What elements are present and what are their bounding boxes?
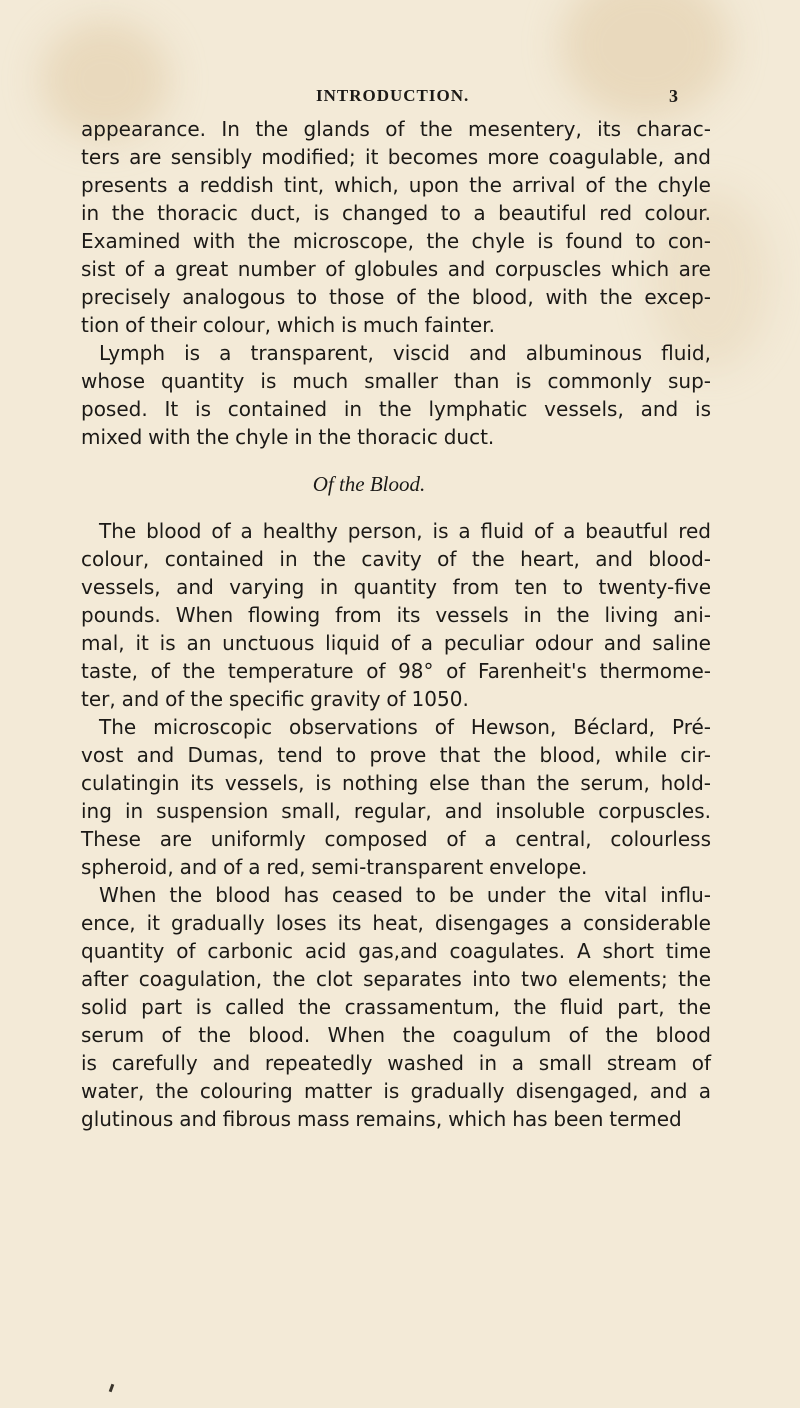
text-line: taste, of the temperature of 98° of Farenheit's thermome- <box>81 659 711 683</box>
text-line: quantity of carbonic acid gas,and coagulates. A short time <box>81 939 711 963</box>
text-line: sist of a great number of globules and corpuscles which are <box>81 257 711 281</box>
text-line: in the thoracic duct, is changed to a beautiful red colour. <box>81 201 711 225</box>
text-line: The microscopic observations of Hewson, Béclard, Pré- <box>99 715 711 739</box>
paragraph-lymph <box>81 339 711 451</box>
text-line: colour, contained in the cavity of the heart, and blood- <box>81 547 711 571</box>
text-line: tion of their colour, which is much fainter. <box>81 313 495 337</box>
text-line: vessels, and varying in quantity from ten to twenty-five <box>81 575 711 599</box>
running-header <box>0 86 800 112</box>
paragraph-coagulation <box>81 881 711 1133</box>
ink-mark <box>109 1384 115 1393</box>
text-line: is carefully and repeatedly washed in a small stream of <box>81 1051 711 1075</box>
text-line: culatingin its vessels, is nothing else than the serum, hold- <box>81 771 711 795</box>
text-line: vost and Dumas, tend to prove that the blood, while cir- <box>81 743 711 767</box>
text-line: water, the colouring matter is gradually disengaged, and a <box>81 1079 711 1103</box>
text-line: ters are sensibly modified; it becomes more coagulable, and <box>81 145 711 169</box>
text-line: ter, and of the specific gravity of 1050. <box>81 687 469 711</box>
text-line: mal, it is an unctuous liquid of a peculiar odour and saline <box>81 631 711 655</box>
text-line: glutinous and fibrous mass remains, which has been termed <box>81 1107 682 1131</box>
text-line: spheroid, and of a red, semi-transparent envelope. <box>81 855 588 879</box>
text-line: serum of the blood. When the coagulum of the blood <box>81 1023 711 1047</box>
text-line: mixed with the chyle in the thoracic duct. <box>81 425 495 449</box>
text-line: solid part is called the crassamentum, the fluid part, the <box>81 995 711 1019</box>
body-text <box>81 115 711 1133</box>
text-line: Examined with the microscope, the chyle is found to con- <box>81 229 711 253</box>
text-line: When the blood has ceased to be under the vital influ- <box>99 883 711 907</box>
page-number: 3 <box>669 86 678 106</box>
text-line: precisely analogous to those of the blood, with the excep- <box>81 285 711 309</box>
text-line: after coagulation, the clot separates into two elements; the <box>81 967 711 991</box>
text-line: ing in suspension small, regular, and insoluble corpuscles. <box>81 799 711 823</box>
text-line: whose quantity is much smaller than is commonly sup- <box>81 369 711 393</box>
text-line: Lymph is a transparent, viscid and albuminous fluid, <box>99 341 711 365</box>
text-line: presents a reddish tint, which, upon the arrival of the chyle <box>81 173 711 197</box>
running-title: INTRODUCTION. <box>316 86 470 105</box>
text-line: ence, it gradually loses its heat, disengages a considerable <box>81 911 711 935</box>
text-line: appearance. In the glands of the mesentery, its charac- <box>81 117 711 141</box>
section-heading: Of the Blood. <box>312 472 426 496</box>
paragraph-blood <box>81 517 711 713</box>
paragraph-microscopic <box>81 713 711 881</box>
paragraph-chyle <box>81 115 711 339</box>
text-line: pounds. When flowing from its vessels in the living ani- <box>81 603 711 627</box>
text-line: The blood of a healthy person, is a fluid of a beautful red <box>99 519 711 543</box>
text-line: posed. It is contained in the lymphatic vessels, and is <box>81 397 711 421</box>
text-line: These are uniformly composed of a central, colourless <box>81 827 711 851</box>
